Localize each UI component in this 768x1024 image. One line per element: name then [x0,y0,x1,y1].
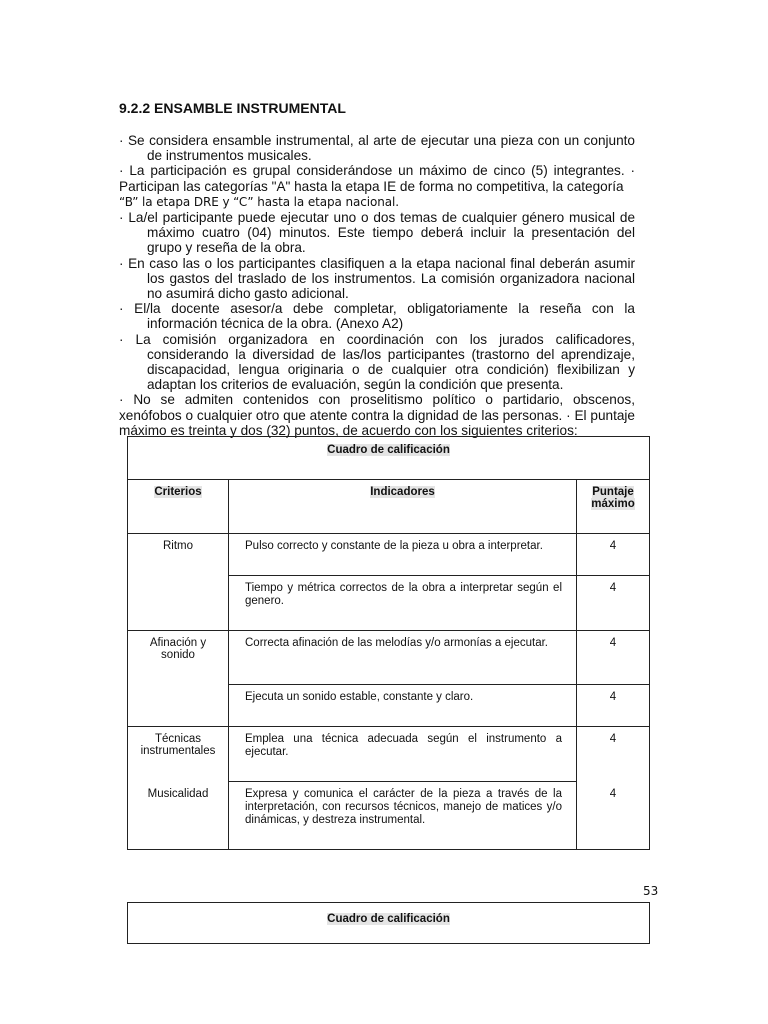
grading-table-continued [127,902,650,944]
section-heading: 9.2.2 ENSAMBLE INSTRUMENTAL [119,100,346,116]
indicator-cell: Tiempo y métrica correctos de la obra a interpretar según el genero. [229,576,577,631]
paragraph: · El/la docente asesor/a debe completar, obligatoriamente la reseña con la información técnica de la obra. (Anexo A2) [119,301,635,332]
indicator-cell: Ejecuta un sonido estable, constante y claro. [229,685,577,727]
table-title-cell [128,437,649,480]
paragraph [119,163,635,210]
header-criterios: Criterios [128,480,229,534]
body-text [119,133,635,438]
paragraph: · En caso las o los participantes clasifiquen a la etapa nacional final deberán asumir los gastos del traslado de los instrumentos. La comisión organizadora nacional no asumirá dicho gasto adicional. [119,255,635,302]
table-title: Cuadro de calificación [327,913,450,925]
grading-table [127,436,650,850]
table-title: Cuadro de calificación [327,444,450,456]
criterion-ritmo: Ritmo [128,534,229,631]
page-number: 53 [643,884,659,898]
points-cell: 4 [609,733,617,745]
points-cell: 4 [609,788,617,800]
points-cell: 4 [577,576,649,631]
criterion-tecnicas: Técnicas instrumentales [128,727,229,782]
header-indicadores: Indicadores [229,480,577,534]
points-cell: 4 [577,534,649,576]
header-puntaje: Puntaje máximo [577,480,649,534]
paragraph-text-alt: “B” la etapa DRE y “C” hasta la etapa nacional. [119,194,399,209]
paragraph: · No se admiten contenidos con proselitismo político o partidario, obscenos, xenófobos o cualquier otro que atente contra la dignidad de las personas. · El puntaje máximo es treinta y dos (32) puntos, de acuerdo con los siguientes criterios: [119,392,635,438]
paragraph: · Se considera ensamble instrumental, al arte de ejecutar una pieza con un conjunto de instrumentos musicales. [119,133,635,164]
indicator-cell: Pulso correcto y constante de la pieza u obra a interpretar. [229,534,577,576]
points-cell: 4 [577,685,649,727]
paragraph: · La comisión organizadora en coordinación con los jurados calificadores, considerando la diversidad de las/los participantes (trastorno del aprendizaje, discapacidad, lengua originaria o de cualquier otra condición) flexibilizan y adaptan los criterios de evaluación, según la condición que presenta. [119,331,635,393]
indicator-cell: Expresa y comunica el carácter de la pieza a través de la interpretación, con recursos técnicos, manejo de matices y/o dinámicas, y destreza instrumental. [229,782,577,849]
indicator-cell: Correcta afinación de las melodías y/o armonías a ejecutar. [229,631,577,685]
points-cell: 4 [577,631,649,685]
paragraph: · La/el participante puede ejecutar uno o dos temas de cualquier género musical de máximo cuatro (04) minutos. Este tiempo deberá incluir la presentación del grupo y reseña de la obra. [119,210,635,256]
criterion-afinacion: Afinación y sonido [128,631,229,727]
paragraph-text: · La participación es grupal considerándose un máximo de cinco (5) integrantes. · Participan las categorías "A" hasta la etapa IE de forma no competitiva, la categoría [119,163,635,194]
criterion-musicalidad: Musicalidad [128,782,229,849]
indicator-cell: Emplea una técnica adecuada según el instrumento a ejecutar. [229,727,577,782]
